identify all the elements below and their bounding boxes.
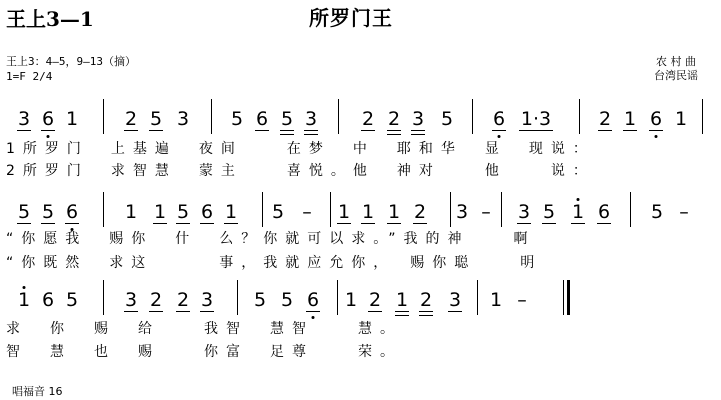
note: 1 (489, 289, 503, 311)
bar-line (330, 192, 331, 227)
note: 2 (419, 289, 433, 311)
rhythm-underline (280, 130, 294, 131)
rhythm-underline (492, 130, 506, 131)
note: 5 (280, 108, 294, 130)
rhythm-underline (411, 134, 425, 135)
note: 2 (361, 108, 375, 130)
note: 5 (230, 108, 244, 130)
rhythm-underline (542, 223, 556, 224)
note: 1 (224, 201, 238, 223)
rhythm-underline (395, 311, 409, 312)
rhythm-underline (17, 223, 31, 224)
rhythm-underline (280, 134, 294, 135)
final-bar-line-thick (567, 280, 570, 315)
note: 1 (65, 108, 79, 130)
note: – (302, 201, 312, 223)
note: 2 (149, 289, 163, 311)
rhythm-underline (411, 130, 425, 131)
note: 3 (455, 201, 469, 223)
octave-dot-below (498, 135, 501, 138)
note: 5 (650, 201, 664, 223)
note: – (679, 201, 689, 223)
rhythm-underline (41, 223, 55, 224)
rhythm-underline (649, 130, 663, 131)
lyric-line: 1所罗门 上基遍 夜间 在梦 中 耶和华 显 现说： (6, 141, 595, 157)
note: 1 (674, 108, 688, 130)
bar-line (630, 192, 631, 227)
octave-dot-below (312, 316, 315, 319)
note: 5 (271, 201, 285, 223)
rhythm-underline (361, 223, 375, 224)
note: 2 (124, 108, 138, 130)
bar-line (338, 99, 339, 134)
rhythm-underline (176, 223, 190, 224)
note: 3 (517, 201, 531, 223)
rhythm-underline (448, 311, 462, 312)
bar-line (450, 192, 451, 227)
rhythm-underline (149, 311, 163, 312)
rhythm-underline (387, 223, 401, 224)
note: 5 (17, 201, 31, 223)
note: 1 (153, 201, 167, 223)
key-signature: 1=F 2/4 (6, 70, 53, 83)
song-title: 所罗门王 (309, 6, 393, 30)
rhythm-underline (598, 130, 612, 131)
rhythm-underline (413, 223, 427, 224)
bar-line (477, 280, 478, 315)
note: 6 (65, 201, 79, 223)
bar-line (211, 99, 212, 134)
note: 5 (149, 108, 163, 130)
note: 6 (41, 289, 55, 311)
note: 1 (623, 108, 637, 130)
note: 6 (649, 108, 663, 130)
rhythm-underline (419, 315, 433, 316)
rhythm-underline (419, 311, 433, 312)
rhythm-underline (361, 130, 375, 131)
note: 1 (344, 289, 358, 311)
octave-dot-above (577, 198, 580, 201)
lyric-line: 2所罗门 求智慧 蒙主 喜悦。他 神对 他 说： (6, 163, 595, 179)
note: 5 (440, 108, 454, 130)
final-bar-line (563, 280, 564, 315)
octave-dot-above (23, 286, 26, 289)
rhythm-underline (395, 315, 409, 316)
rhythm-underline (153, 223, 167, 224)
note: 5 (41, 201, 55, 223)
scripture-reference: 王上3：4—5，9—13（摘） (6, 55, 136, 68)
note: – (517, 289, 527, 311)
note: 3 (411, 108, 425, 130)
rhythm-underline (255, 130, 269, 131)
note: 6 (306, 289, 320, 311)
bar-line (579, 99, 580, 134)
note: 5 (542, 201, 556, 223)
bar-line (472, 99, 473, 134)
lyric-line: 求 你 赐 给 我智 慧智 慧。 (6, 321, 402, 337)
rhythm-underline (597, 223, 611, 224)
note: 3 (304, 108, 318, 130)
rhythm-underline (200, 223, 214, 224)
rhythm-underline (124, 311, 138, 312)
lyric-line: “你既然 求这 事，我就应允你， 赐你聪 明 (6, 255, 543, 271)
rhythm-underline (519, 130, 553, 131)
rhythm-underline (65, 223, 79, 224)
footer-note: 唱福音 16 (12, 385, 63, 398)
note: 6 (492, 108, 506, 130)
note: 2 (176, 289, 190, 311)
rhythm-underline (623, 130, 637, 131)
rhythm-underline (176, 311, 190, 312)
bar-line (501, 192, 502, 227)
lyric-line: “你愿我 赐你 什 么？你就可以求。”我的神 啊 (6, 231, 536, 247)
bar-line (337, 280, 338, 315)
bar-line (237, 280, 238, 315)
rhythm-underline (517, 223, 531, 224)
bar-line (103, 280, 104, 315)
note: 1 (387, 201, 401, 223)
octave-dot-below (47, 135, 50, 138)
rhythm-underline (224, 223, 238, 224)
note: 1 (17, 289, 31, 311)
note: 5 (253, 289, 267, 311)
note: 1 (395, 289, 409, 311)
note: 6 (597, 201, 611, 223)
rhythm-underline (17, 130, 31, 131)
note: 3 (200, 289, 214, 311)
rhythm-underline (387, 130, 401, 131)
rhythm-underline (304, 134, 318, 135)
note: 5 (65, 289, 79, 311)
note: 1 (337, 201, 351, 223)
note: 3 (124, 289, 138, 311)
note: 2 (598, 108, 612, 130)
rhythm-underline (337, 223, 351, 224)
note: 2 (368, 289, 382, 311)
note: 1 (361, 201, 375, 223)
note: – (481, 201, 491, 223)
hymn-id: 王上3—1 (6, 7, 94, 31)
bar-line (702, 99, 703, 134)
source-credit: 台湾民谣 (654, 69, 698, 82)
bar-line (103, 99, 104, 134)
rhythm-underline (306, 311, 320, 312)
note: 6 (41, 108, 55, 130)
bar-line (103, 192, 104, 227)
note: 5 (280, 289, 294, 311)
rhythm-underline (41, 130, 55, 131)
rhythm-underline (571, 223, 585, 224)
note: 1·3 (520, 108, 552, 130)
note: 3 (448, 289, 462, 311)
note: 6 (255, 108, 269, 130)
note: 6 (200, 201, 214, 223)
rhythm-underline (149, 130, 163, 131)
composer-credit: 农 村 曲 (656, 55, 696, 68)
note: 1 (124, 201, 138, 223)
note: 2 (413, 201, 427, 223)
rhythm-underline (304, 130, 318, 131)
note: 2 (387, 108, 401, 130)
note: 5 (176, 201, 190, 223)
octave-dot-below (655, 135, 658, 138)
lyric-line: 智 慧 也 赐 你富 足尊 荣。 (6, 344, 402, 360)
bar-line (262, 192, 263, 227)
rhythm-underline (387, 134, 401, 135)
rhythm-underline (124, 130, 138, 131)
note: 3 (17, 108, 31, 130)
rhythm-underline (200, 311, 214, 312)
note: 1 (571, 201, 585, 223)
rhythm-underline (368, 311, 382, 312)
note: 3 (176, 108, 190, 130)
